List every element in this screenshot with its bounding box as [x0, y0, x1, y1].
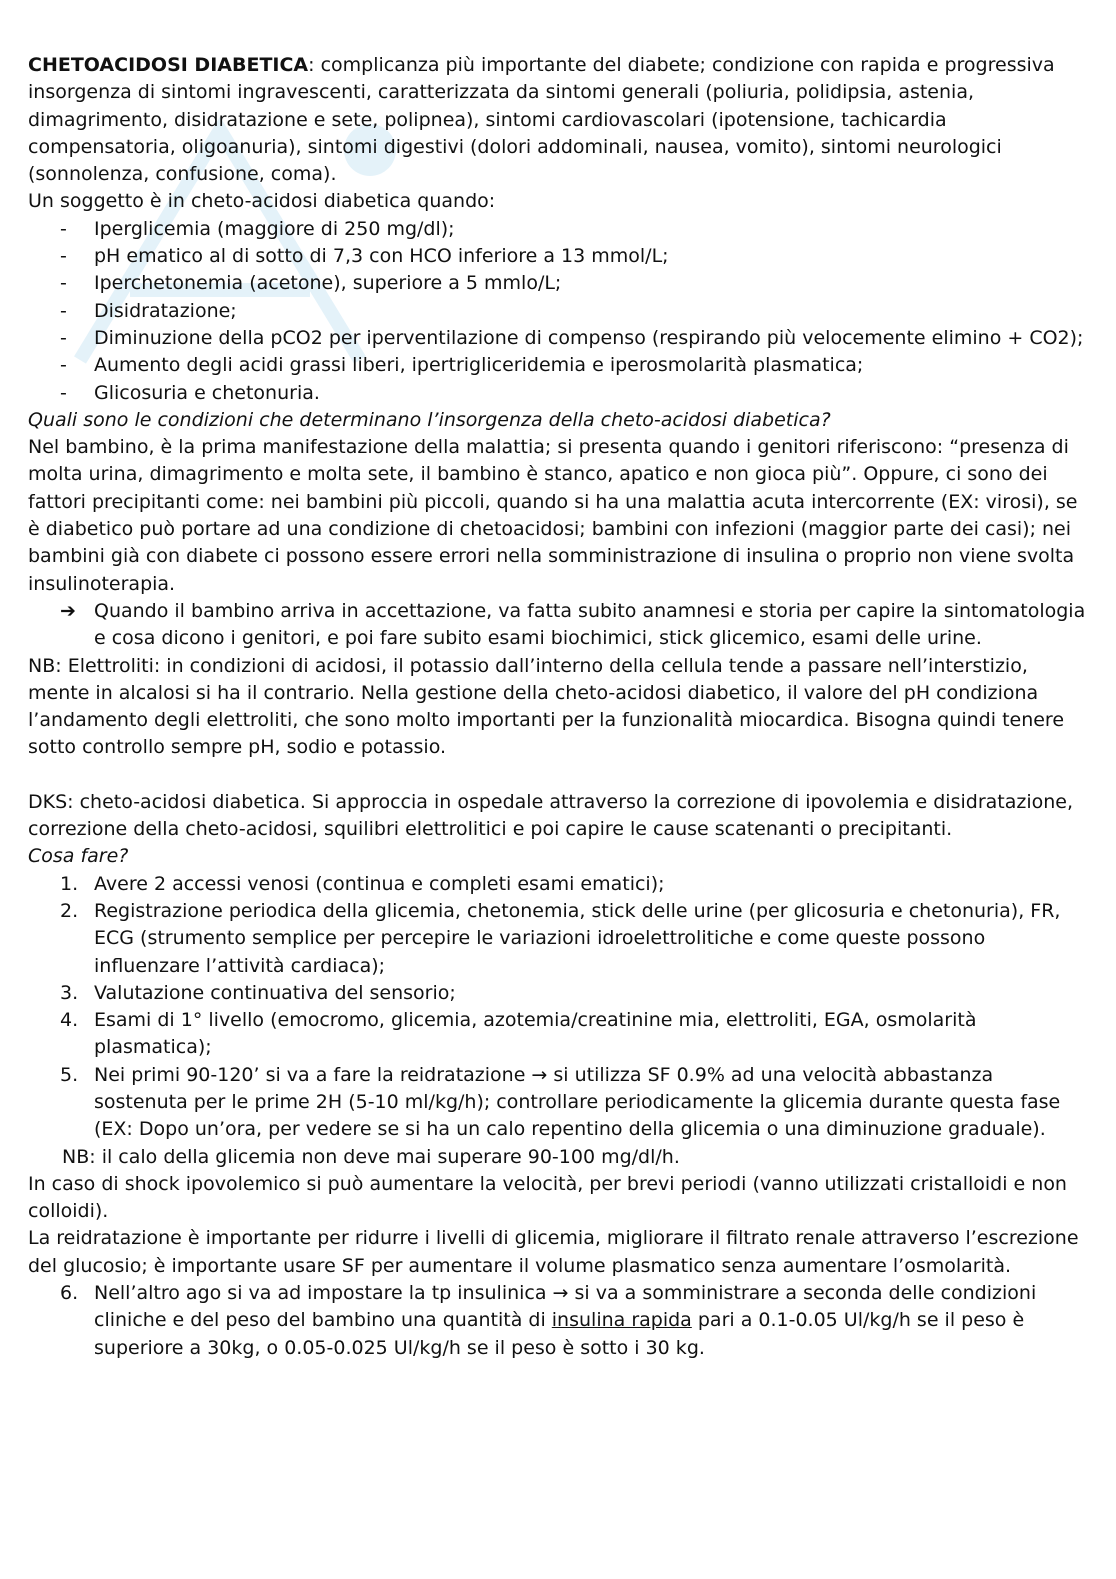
- list-item: 2. Registrazione periodica della glicemia, chetonemia, stick delle urine (per glicosuria e chetonuria), FR, ECG (strumento semplice per percepire le variazioni idroelettrolitiche e come queste possono influenzare l’attività cardiaca);: [60, 899, 1061, 977]
- arrow-icon: ➔: [60, 599, 76, 622]
- list-item: - Glicosuria e chetonuria.: [60, 381, 320, 404]
- list-item: 6. Nell’altro ago si va ad impostare la tp insulinica → si va a somministrare a seconda delle condizioni cliniche e del peso del bambino una quantità di insulina rapida pari a 0.1-0.05 Ul/kg/h se il peso è superiore a 30kg, o 0.05-0.025 Ul/kg/h se il peso è sotto i 30 kg.: [60, 1282, 1037, 1359]
- list-item: - Diminuzione della pCO2 per iperventilazione di compenso (respirando più velocemente elimino + CO2);: [60, 326, 1084, 349]
- list-item: - Iperchetonemia (acetone), superiore a 5 mmlo/L;: [60, 272, 562, 295]
- list-item: 1. Avere 2 accessi venosi (continua e completi esami ematici);: [60, 872, 665, 895]
- doc-title: CHETOACIDOSI DIABETICA: [28, 54, 309, 76]
- list-item: - pH ematico al di sotto di 7,3 con HCO inferiore a 13 mmol/L;: [60, 245, 669, 268]
- child-paragraph: Nel bambino, è la prima manifestazione della malattia; si presenta quando i genitori riferiscono: “presenza di molta urina, dimagrimento e molta sete, il bambino è stanco, apatico e non gioca più”. Oppure, ci sono dei fattori precipitanti come: nei bambini più piccoli, quando si ha una malattia acuta intercorrente (EX: virosi), se è diabetico può portare ad una condizione di chetoacidosi; bambini con infezioni (maggior parte dei casi); nei bambini già con diabete ci possono essere errori nella somministrazione di insulina o proprio non viene svolta insulinoterapia.: [28, 436, 1078, 595]
- list-item: - Disidratazione;: [60, 299, 237, 322]
- criteria-list: [28, 216, 1088, 407]
- rehydration-paragraph: La reidratazione è importante per ridurre i livelli di glicemia, migliorare il filtrato renale attraverso l’escrezione del glucosio; è importante usare SF per aumentare il volume plasmatico senza aumentare l’osmolarità.: [28, 1227, 1079, 1277]
- document-body: [28, 52, 1088, 1362]
- list-item: - Iperglicemia (maggiore di 250 mg/dl);: [60, 217, 455, 240]
- list-item: - Aumento degli acidi grassi liberi, ipertrigliceridemia e iperosmolarità plasmatica;: [60, 354, 864, 377]
- nb-glycemia: NB: il calo della glicemia non deve mai superare 90-100 mg/dl/h.: [62, 1145, 680, 1168]
- insulina-rapida-underlined: insulina rapida: [551, 1309, 692, 1332]
- list-item: 4. Esami di 1° livello (emocromo, glicemia, azotemia/creatinine mia, elettroliti, EGA, osmolarità plasmatica);: [60, 1009, 977, 1059]
- nb-electrolytes: NB: Elettroliti: in condizioni di acidosi, il potassio dall’interno della cellula tende a passare nell’interstizio, mente in alcalosi si ha il contrario. Nella gestione della cheto-acidosi diabetico, il valore del pH condiziona l’andamento degli elettroliti, che sono molto importanti per la funzionalità miocardica. Bisogna quindi tenere sotto controllo sempre pH, sodio e potassio.: [28, 654, 1065, 759]
- intro-paragraph: [28, 52, 1088, 188]
- list-item: 5. Nei primi 90-120’ si va a fare la reidratazione → si utilizza SF 0.9% ad una velocità abbastanza sostenuta per le prime 2H (5-10 ml/kg/h); controllare periodicamente la glicemia durante questa fase (EX: Dopo un’ora, per vedere se si ha un calo repentino della glicemia o una diminuzione graduale).: [60, 1063, 1061, 1141]
- steps-list: [28, 871, 1088, 1144]
- question-conditions: Quali sono le condizioni che determinano l’insorgenza della cheto-acidosi diabetica?: [28, 408, 831, 431]
- arrow-list-item: ➔ Quando il bambino arriva in accettazione, va fatta subito anamnesi e storia per capire la sintomatologia e cosa dicono i genitori, e poi fare subito esami biochimici, stick glicemico, esami delle urine.: [60, 599, 1086, 650]
- intro-text: : complicanza più importante del diabete; condizione con rapida e progressiva insorgenza di sintomi ingravescenti, caratterizzata da sintomi generali (poliuria, polidipsia, astenia, dimagrimento, disidratazione e sete, polipnea), sintomi cardiovascolari (ipotensione, tachicardia compensatoria, oligoanuria), sintomi digestivi (dolori addominali, nausea, vomito), sintomi neurologici (sonnolenza, confusione, coma).: [28, 54, 1055, 186]
- shock-paragraph: In caso di shock ipovolemico si può aumentare la velocità, per brevi periodi (vanno utilizzati cristalloidi e non colloidi).: [28, 1172, 1067, 1223]
- criteria-lead: Un soggetto è in cheto-acidosi diabetica quando:: [28, 190, 496, 213]
- question-what-to-do: Cosa fare?: [28, 845, 129, 868]
- list-item: 3. Valutazione continuativa del sensorio;: [60, 981, 456, 1004]
- dks-paragraph: DKS: cheto-acidosi diabetica. Si approccia in ospedale attraverso la correzione di ipovolemia e disidratazione, correzione della cheto-acidosi, squilibri elettrolitici e poi capire le cause scatenanti o precipitanti.: [28, 790, 1074, 841]
